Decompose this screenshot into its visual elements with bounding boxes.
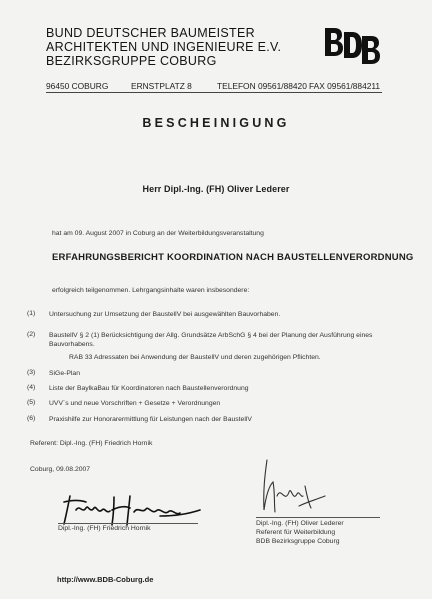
list-item: SiGe-Plan	[49, 370, 80, 377]
signature-caption-right-name: Dipl.-Ing. (FH) Oliver Lederer	[256, 520, 344, 527]
bdb-logo	[323, 24, 381, 68]
list-item-number: (2)	[27, 331, 36, 338]
list-item: Liste der BaylkaBau für Koordinatoren nach Baustellenverordnung	[49, 385, 249, 392]
list-item-number: (4)	[27, 384, 36, 391]
signature-caption-right-org: BDB Bezirksgruppe Coburg	[256, 538, 340, 545]
letterhead-divider	[46, 92, 382, 93]
signature-lederer	[255, 456, 335, 518]
org-name-line2: ARCHITEKTEN UND INGENIEURE E.V.	[46, 40, 282, 54]
signature-caption-left: Dipl.-Ing. (FH) Friedrich Hornik	[58, 525, 151, 532]
list-item-number: (1)	[27, 310, 36, 317]
list-item-number: (5)	[27, 399, 36, 406]
list-item-number: (3)	[27, 369, 36, 376]
list-item-subnote: RAB 33 Adressaten bei Anwendung der BaustellV und deren zugehörigen Pflichten.	[69, 354, 321, 361]
address-city: 96450 COBURG	[46, 81, 109, 91]
list-item-number: (6)	[27, 415, 36, 422]
footer-website-link[interactable]: http://www.BDB-Coburg.de	[57, 575, 154, 584]
list-item: BaustellV § 2 (1) Berücksichtigung der Allg. Grundsätze ArbSchG § 4 bei der Planung der Ausführung eines Bauvorhabens.	[49, 332, 373, 348]
recipient-name: Herr Dipl.-Ing. (FH) Oliver Lederer	[142, 184, 290, 194]
signature-line-right	[256, 517, 380, 518]
signature-caption-right-role: Referent für Weiterbildung	[256, 529, 336, 536]
fax-number: FAX 09561/884211	[309, 81, 381, 91]
org-name-line1: BUND DEUTSCHER BAUMEISTER	[46, 26, 255, 40]
org-name-line3: BEZIRKSGRUPPE COBURG	[46, 54, 217, 68]
place-date: Coburg, 09.08.2007	[30, 466, 91, 473]
referent-text: Referent: Dipl.-Ing. (FH) Friedrich Hornik	[30, 440, 153, 447]
document-title: BESCHEINIGUNG	[142, 116, 290, 130]
list-item: Untersuchung zur Umsetzung der BaustellV bei ausgewählten Bauvorhaben.	[49, 311, 281, 318]
phone-number: TELEFON 09561/88420	[217, 81, 307, 91]
list-item: Praxishilfe zur Honorarermittlung für Leistungen nach der BaustellV	[49, 416, 252, 423]
intro-text: hat am 09. August 2007 in Coburg an der Weiterbildungsveranstaltung	[52, 230, 264, 237]
course-title: ERFAHRUNGSBERICHT KOORDINATION NACH BAUSTELLENVERORDNUNG	[52, 252, 414, 263]
completion-text: erfolgreich teilgenommen. Lehrgangsinhalte waren insbesondere:	[52, 287, 250, 294]
list-item: UVV´s und neue Vorschriften + Gesetze + Verordnungen	[49, 400, 221, 407]
address-street: ERNSTPLATZ 8	[131, 81, 192, 91]
